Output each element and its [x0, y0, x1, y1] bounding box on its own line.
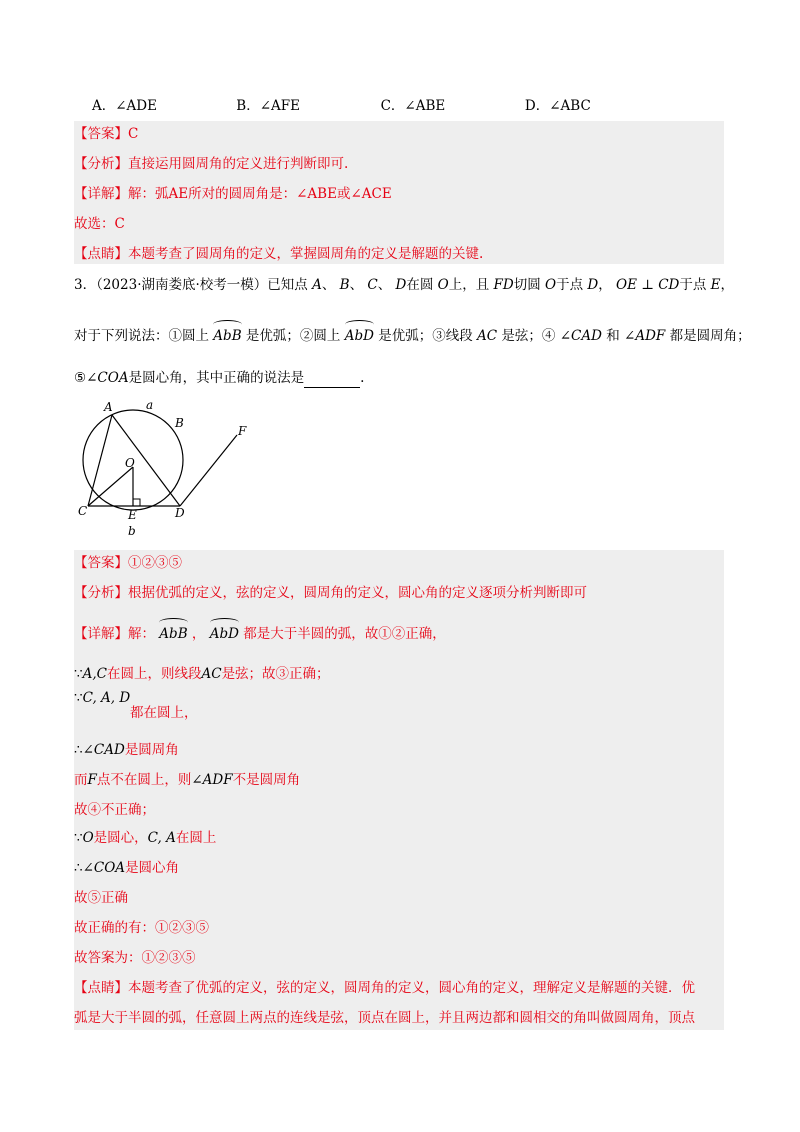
options-row	[92, 96, 591, 116]
answer-blank	[304, 373, 360, 388]
q3-line2: 对于下列说法：①圆上 AbB 是优弧；②圆上 AbD 是优弧；③线段 AC 是弦；④ ∠CAD 和 ∠ADF 都是圆周角；	[74, 328, 751, 344]
label-c: C	[78, 504, 88, 518]
q2-analysis: 【分析】直接运用圆周角的定义进行判断即可.	[74, 156, 349, 172]
a3-detail: 【详解】解： AbB ， AbD 都是大于半圆的弧，故①②正确，	[74, 626, 446, 642]
a3-step2-text: 都在圆上，	[130, 705, 198, 721]
segment-ad	[112, 415, 180, 506]
label-d: D	[175, 506, 185, 520]
label-a-small: a	[146, 398, 154, 412]
q3-line1: 3．（2023·湖南娄底·校考一模）已知点 A、 B、 C、 D在圆 O上，且 FD切圆 O于点 D， OE ⊥ CD于点 E，	[74, 277, 735, 293]
a3-answer: 【答案】①②③⑤	[74, 555, 182, 571]
arc-abd: AbD	[344, 328, 374, 344]
a3-step1: ∵A,C在圆上，则线段AC是弦；故③正确；	[74, 666, 330, 682]
option-c: C．∠ABE	[380, 98, 446, 114]
a3-step3: ∴∠CAD是圆周角	[74, 742, 179, 758]
label-e: E	[128, 508, 137, 522]
a3-step7: ∴∠COA是圆心角	[74, 860, 180, 876]
label-o: O	[125, 456, 135, 470]
a3-step9: 故正确的有：①②③⑤	[74, 920, 209, 936]
q2-detail: 【详解】解：弧AE所对的圆周角是：∠ABE或∠ACE	[74, 186, 392, 202]
a3-step10: 故答案为：①②③⑤	[74, 950, 196, 966]
a3-step6: ∵O是圆心，C, A在圆上	[74, 830, 217, 846]
label-f: F	[238, 424, 247, 438]
a3-comment1: 【点睛】本题考查了优弧的定义，弦的定义，圆周角的定义，圆心角的定义，理解定义是解题的关键．优	[74, 980, 695, 996]
option-d: D．∠ABC	[524, 98, 591, 114]
a3-comment2: 弧是大于半圆的弧，任意圆上两点的连线是弦，顶点在圆上，并且两边都和圆相交的角叫做圆周角，顶点	[74, 1010, 695, 1026]
q2-comment: 【点睛】本题考查了圆周角的定义，掌握圆周角的定义是解题的关键.	[74, 246, 484, 262]
segment-ac	[88, 415, 112, 506]
a3-step5: 故④不正确；	[74, 802, 155, 818]
label-a: A	[104, 400, 113, 414]
q2-choose: 故选：C	[74, 216, 125, 232]
geometry-figure	[70, 395, 270, 540]
arc-abb-2: AbB	[159, 626, 188, 642]
right-angle-mark	[133, 499, 140, 506]
a3-analysis: 【分析】根据优弧的定义，弦的定义，圆周角的定义，圆心角的定义逐项分析判断即可	[74, 585, 587, 601]
a3-step4: 而F点不在圆上，则∠ADF不是圆周角	[74, 772, 301, 788]
arc-abd-2: AbD	[209, 626, 239, 642]
segment-df	[180, 435, 237, 506]
label-b-small: b	[128, 524, 136, 538]
option-b: B．∠AFE	[236, 98, 300, 114]
label-b: B	[175, 416, 184, 430]
option-a: A．∠ADE	[92, 98, 157, 114]
a3-step2: ∵C, A, D	[74, 690, 131, 706]
arc-abb: AbB	[213, 328, 242, 344]
a3-step8: 故⑤正确	[74, 890, 128, 906]
q2-answer: 【答案】C	[74, 126, 139, 142]
q3-line3: ⑤∠COA是圆心角，其中正确的说法是 .	[74, 370, 365, 386]
segment-oc	[88, 467, 133, 506]
